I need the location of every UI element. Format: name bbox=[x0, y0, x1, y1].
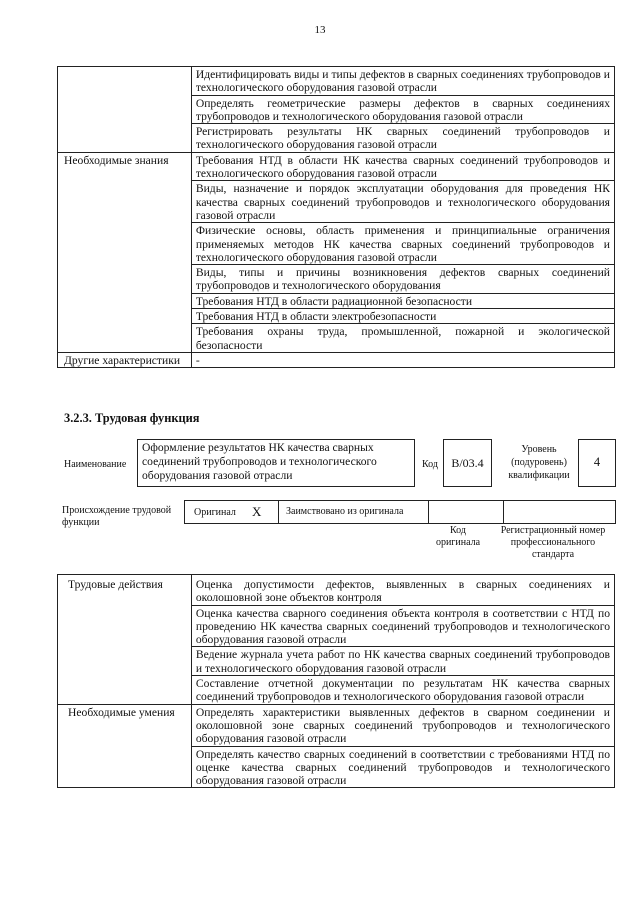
table-cell: - bbox=[191, 352, 614, 367]
qualification-level-box: 4 bbox=[578, 439, 616, 487]
divider bbox=[503, 501, 504, 523]
divider bbox=[428, 501, 429, 523]
table-cell: Требования НТД в области НК качества сварных соединений трубопроводов и технологического оборудования газовой отрасли bbox=[191, 152, 614, 181]
table-cell: Определять качество сварных соединений в соответствии с требованиями НТД по оценке качества сварных соединений трубопроводов и технологического оборудования газовой отрасли bbox=[191, 746, 614, 788]
table-cell: Регистрировать результаты НК сварных соединений трубопроводов и технологического оборудования газовой отрасли bbox=[191, 124, 614, 153]
table-cell: Определять геометрические размеры дефектов в сварных соединениях трубопроводов и технологического оборудования газовой отрасли bbox=[191, 95, 614, 124]
table-cell: Физические основы, область применения и принципиальные ограничения применяемых методов НК качества сварных соединений трубопроводов и технологического оборудования газовой отрасли bbox=[191, 223, 614, 265]
reg-number-caption: Регистрационный номер профессионального стандарта bbox=[500, 525, 606, 560]
page-number: 13 bbox=[314, 24, 326, 36]
table-row bbox=[58, 704, 615, 746]
table-cell: Виды, назначение и порядок эксплуатации оборудования для проведения НК качества сварных соединений трубопроводов и технологического оборудования газовой отрасли bbox=[191, 181, 614, 223]
table-row bbox=[58, 67, 615, 96]
origin-row bbox=[184, 500, 616, 524]
table-row bbox=[58, 152, 615, 181]
original-mark: X bbox=[252, 504, 262, 519]
table-row bbox=[58, 575, 615, 606]
table-cell: Определять характеристики выявленных дефектов в сварном соединении и околошовной зоне сварных соединений трубопроводов и технологического оборудования газовой отрасли bbox=[191, 704, 614, 746]
origin-label: Происхождение трудовой функции bbox=[62, 505, 172, 528]
table-row bbox=[58, 352, 615, 367]
table-cell: Оценка допустимости дефектов, выявленных в сварных соединениях и околошовной зоне объектов контроля bbox=[191, 575, 614, 606]
table-cell: Идентифицировать виды и типы дефектов в сварных соединениях трубопроводов и технологического оборудования газовой отрасли bbox=[191, 67, 614, 96]
table-label-cell: Необходимые умения bbox=[58, 704, 192, 788]
table-cell: Ведение журнала учета работ по НК качества сварных соединений трубопроводов и технологического оборудования газовой отрасли bbox=[191, 647, 614, 676]
table-cell: Виды, типы и причины возникновения дефектов сварных соединений трубопроводов и технологического оборудования bbox=[191, 265, 614, 294]
section-heading: 3.2.3. Трудовая функция bbox=[64, 411, 200, 425]
original-label: Оригинал bbox=[194, 507, 236, 518]
table-label-cell: Необходимые знания bbox=[58, 152, 192, 352]
qualification-level-label: Уровень (подуровень) квалификации bbox=[508, 444, 570, 481]
table-label-cell bbox=[58, 67, 192, 153]
table-label-cell: Трудовые действия bbox=[58, 575, 192, 705]
table-label-cell: Другие характеристики bbox=[58, 352, 192, 367]
table-cell: Требования охраны труда, промышленной, пожарной и экологической безопасности bbox=[191, 324, 614, 353]
table-cell: Требования НТД в области электробезопасности bbox=[191, 309, 614, 324]
table-cell: Составление отчетной документации по результатам НК качества сварных соединений трубопроводов и технологического оборудования газовой отрасли bbox=[191, 676, 614, 705]
divider bbox=[278, 501, 279, 523]
table-cell: Оценка качества сварного соединения объекта контроля в соответствии с НТД по проведению НК качества сварных соединений трубопроводов и технологического оборудования газовой отрасли bbox=[191, 605, 614, 647]
borrowed-label: Заимствовано из оригинала bbox=[286, 506, 404, 517]
table-cell: Требования НТД в области радиационной безопасности bbox=[191, 293, 614, 308]
function-code-box: B/03.4 bbox=[443, 439, 492, 487]
function-name-box: Оформление результатов НК качества сварных соединений трубопроводов и технологического оборудования газовой отрасли bbox=[137, 439, 415, 487]
top-competency-table bbox=[57, 66, 615, 368]
name-label: Наименование bbox=[64, 459, 127, 470]
code-label: Код bbox=[422, 459, 438, 470]
code-original-caption: Код оригинала bbox=[435, 525, 481, 548]
bottom-competency-table bbox=[57, 574, 615, 788]
